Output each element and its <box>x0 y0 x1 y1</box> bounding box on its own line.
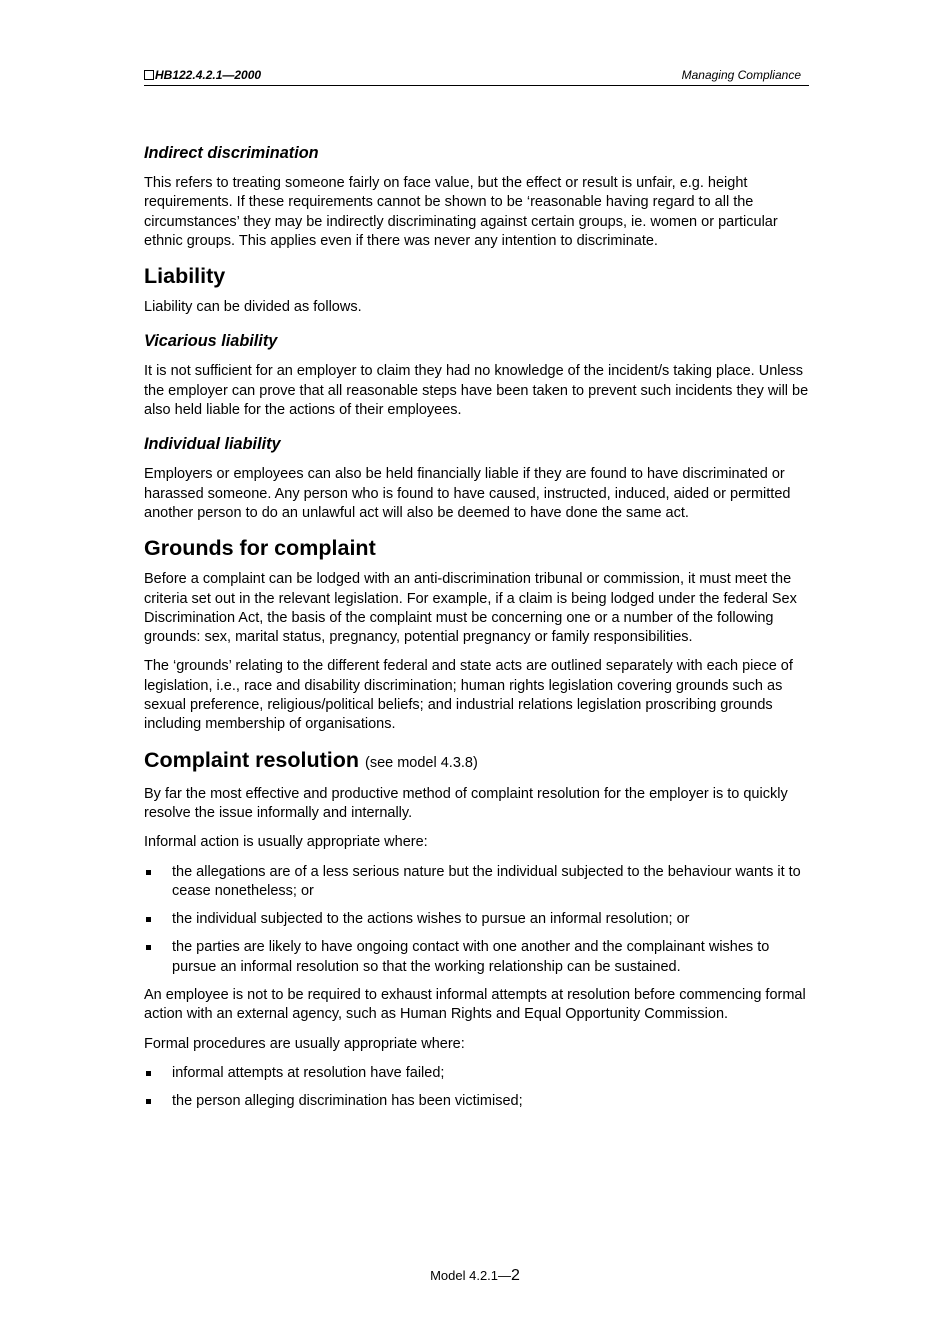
document-body <box>144 143 809 1121</box>
paragraph-indirect-discrimination: This refers to treating someone fairly on face value, but the effect or result is unfair, e.g. height requirements. If these requirements cannot be shown to be ‘reasonable having regard to all the circumstances’ they may be indirectly discriminating against certain groups, ie. women or particular ethnic groups. This applies even if there was never any intention to discriminate. <box>144 175 778 249</box>
paragraph-liability: Liability can be divided as follows. <box>144 299 362 316</box>
heading-complaint-resolution-text: Complaint resolution <box>144 747 359 772</box>
heading-individual-liability: Individual liability <box>144 435 281 454</box>
header-doc-id-text: HB122.4.2.1—2000 <box>155 68 262 82</box>
paragraph-grounds-2: The ‘grounds’ relating to the different federal and state acts are outlined separately with each piece of legislation, i.e., race and disability discrimination; human rights legislation covering grounds such as sexual preference, religious/political beliefs; and industrial relations legislation proscribing grounds including membership of organisations. <box>144 658 793 733</box>
paragraph-resolution-2: Informal action is usually appropriate where: <box>144 834 428 851</box>
paragraph-resolution-3: An employee is not to be required to exhaust informal attempts at resolution before commencing formal action with an external agency, such as Human Rights and Equal Opportunity Commission. <box>144 987 806 1023</box>
page-footer <box>0 1267 950 1285</box>
footer-model-label: Model 4.2.1— <box>430 1268 512 1283</box>
formal-procedures-list <box>144 1064 809 1112</box>
paragraph-grounds-1: Before a complaint can be lodged with an anti-discrimination tribunal or commission, it must meet the criteria set out in the relevant legislation. For example, if a claim is being lodged under the federal Sex Discrimination Act, the basis of the complaint must be concerning one or a number of the following grounds: sex, marital status, pregnancy, potential pregnancy or family responsibilities. <box>144 571 797 646</box>
list-item-text: the person alleging discrimination has been victimised; <box>172 1093 523 1110</box>
paragraph-resolution-4: Formal procedures are usually appropriate where: <box>144 1035 465 1052</box>
heading-complaint-resolution <box>144 747 809 777</box>
list-item-text: the individual subjected to the actions wishes to pursue an informal resolution; or <box>172 911 690 928</box>
heading-liability: Liability <box>144 264 226 289</box>
page-number: 2 <box>511 1267 520 1284</box>
list-item-text: the parties are likely to have ongoing contact with one another and the complainant wishes to pursue an informal resolution so that the working relationship can be sustained. <box>172 939 770 975</box>
heading-grounds-for-complaint: Grounds for complaint <box>144 536 376 561</box>
heading-vicarious-liability: Vicarious liability <box>144 332 278 351</box>
informal-action-list <box>144 863 809 977</box>
bullet-icon <box>146 945 151 950</box>
heading-complaint-resolution-aside: (see model 4.3.8) <box>364 754 478 771</box>
bullet-icon <box>146 1071 151 1076</box>
list-item-text: informal attempts at resolution have failed; <box>172 1064 445 1081</box>
header-doc-id <box>144 66 261 84</box>
heading-indirect-discrimination: Indirect discrimination <box>144 144 319 162</box>
paragraph-individual-liability: Employers or employees can also be held financially liable if they are found to have discriminated or harassed someone. Any person who is found to have caused, instructed, induced, aided or permitted another person to do an unlawful act will also be deemed to have done the same act. <box>144 466 791 521</box>
list-item <box>144 938 809 977</box>
bullet-icon <box>146 917 151 922</box>
list-item <box>144 910 809 929</box>
list-item <box>144 1064 809 1083</box>
bullet-icon <box>146 1099 151 1104</box>
bullet-icon <box>146 870 151 875</box>
page-header <box>144 66 809 86</box>
paragraph-vicarious-liability: It is not sufficient for an employer to claim they had no knowledge of the incident/s taking place. Unless the employer can prove that all reasonable steps have been taken to prevent such incidents they will be also held liable for the actions of their employees. <box>144 363 809 419</box>
paragraph-resolution-1: By far the most effective and productive method of complaint resolution for the employer is to quickly resolve the issue informally and internally. <box>144 785 788 821</box>
checkbox-glyph-icon <box>144 70 154 80</box>
list-item-text: the allegations are of a less serious nature but the individual subjected to the behaviour wants it to cease nonetheless; or <box>172 863 801 899</box>
list-item <box>144 863 809 902</box>
list-item <box>144 1092 809 1111</box>
header-section-title: Managing Compliance <box>681 68 801 82</box>
